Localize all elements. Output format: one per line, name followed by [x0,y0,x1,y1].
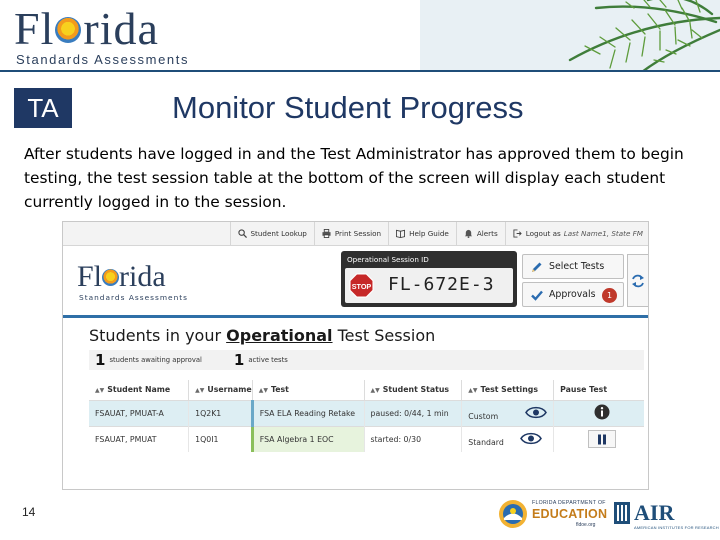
pause-cell [554,426,644,452]
logout-icon [513,229,522,238]
table-row [89,400,644,426]
app-florida-logo: Fl rida Standards Assessments [77,260,189,302]
printer-icon [322,229,331,238]
student-name: FSAUAT, PMUAT [89,426,189,452]
student-status: started: 0/30 [364,426,462,452]
palm-fronds-icon [420,0,720,72]
col-test[interactable]: ▲▼ Test [252,380,364,400]
seal-icon [498,499,528,529]
col-test-settings[interactable]: ▲▼ Test Settings [462,380,554,400]
bell-icon [464,229,473,238]
table-header-row [89,380,644,400]
table-row [89,426,644,452]
student-status: paused: 0/44, 1 min [364,400,462,426]
test-name: FSA Algebra 1 EOC [252,426,364,452]
pause-icon [597,434,607,445]
book-icon [396,229,405,238]
test-settings: Standard [462,426,554,452]
pause-test-button[interactable] [588,430,616,448]
session-table-title: Students in your Operational Test Session [89,326,436,345]
air-logo: AIR AMERICAN INSTITUTES FOR RESEARCH [614,500,710,532]
approvals-button[interactable]: Approvals 1 [522,282,624,307]
ta-interface-screenshot [62,221,649,490]
session-id: FL-672E-3 [388,274,495,295]
florida-logo: Fl rida Standards Assessments [14,3,190,67]
approvals-count-badge: 1 [602,288,617,303]
sun-icon [55,17,81,43]
logo-subtitle: Standards Assessments [16,52,190,67]
app-header [63,247,649,313]
col-student-name[interactable]: ▲▼ Student Name [89,380,189,400]
fldoe-logo: FLORIDA DEPARTMENT OF EDUCATION fldoe.org [498,498,606,532]
checkmark-icon [531,289,543,301]
logout-button[interactable]: Logout as Last Name1, State FM [505,222,649,246]
col-pause-test: Pause Test [554,380,644,400]
banner-divider [0,70,720,72]
test-settings: Custom [462,400,554,426]
ta-badge: TA [14,88,72,128]
view-settings-button[interactable] [525,406,547,419]
sun-icon [102,269,119,286]
sort-icon: ▲▼ [95,387,105,395]
awaiting-count: 1 [95,351,106,369]
info-button[interactable] [594,404,610,420]
student-session-table [89,380,644,452]
print-session-button[interactable]: Print Session [314,222,388,246]
test-name: FSA ELA Reading Retake [252,400,364,426]
awaiting-label: students awaiting approval [109,356,202,364]
eye-icon [520,432,542,445]
intro-paragraph: After students have logged in and the Test Administrator has approved them to begin testing, the test session table at the bottom of the screen will display each student currently logged in to the session. [24,145,684,211]
help-guide-button[interactable]: Help Guide [388,222,456,246]
user-name: Last Name1, State FM [563,229,643,238]
page-number: 14 [22,505,36,519]
sort-icon: ▲▼ [195,387,205,395]
username: 1Q2K1 [189,400,253,426]
refresh-icon [631,273,645,289]
eye-icon [525,406,547,419]
alerts-button[interactable]: Alerts [456,222,505,246]
active-count: 1 [233,351,245,369]
search-icon [238,229,247,238]
toolbar [63,222,649,246]
header-divider [63,315,649,318]
session-stats-bar [89,350,644,370]
session-id-panel [341,251,517,307]
session-id-label: Operational Session ID [347,255,429,264]
refresh-button[interactable] [627,254,649,307]
student-lookup-button[interactable]: Student Lookup [230,222,314,246]
svg-text:STOP: STOP [351,281,372,291]
slide-banner [0,0,720,72]
pencil-icon [531,261,543,273]
active-label: active tests [248,356,288,364]
sort-icon: ▲▼ [258,387,268,395]
info-icon [594,404,610,420]
sort-icon: ▲▼ [468,387,478,395]
stop-sign-icon[interactable] [349,273,374,298]
student-name: FSAUAT, PMUAT-A [89,400,189,426]
view-settings-button[interactable] [520,432,542,445]
slide-title: Monitor Student Progress [172,90,524,125]
username: 1Q0I1 [189,426,253,452]
col-student-status[interactable]: ▲▼ Student Status [364,380,462,400]
sort-icon: ▲▼ [370,387,380,395]
air-mark-icon [614,502,630,524]
select-tests-button[interactable]: Select Tests [522,254,624,279]
pause-cell [554,400,644,426]
col-username[interactable]: ▲▼ Username [189,380,253,400]
